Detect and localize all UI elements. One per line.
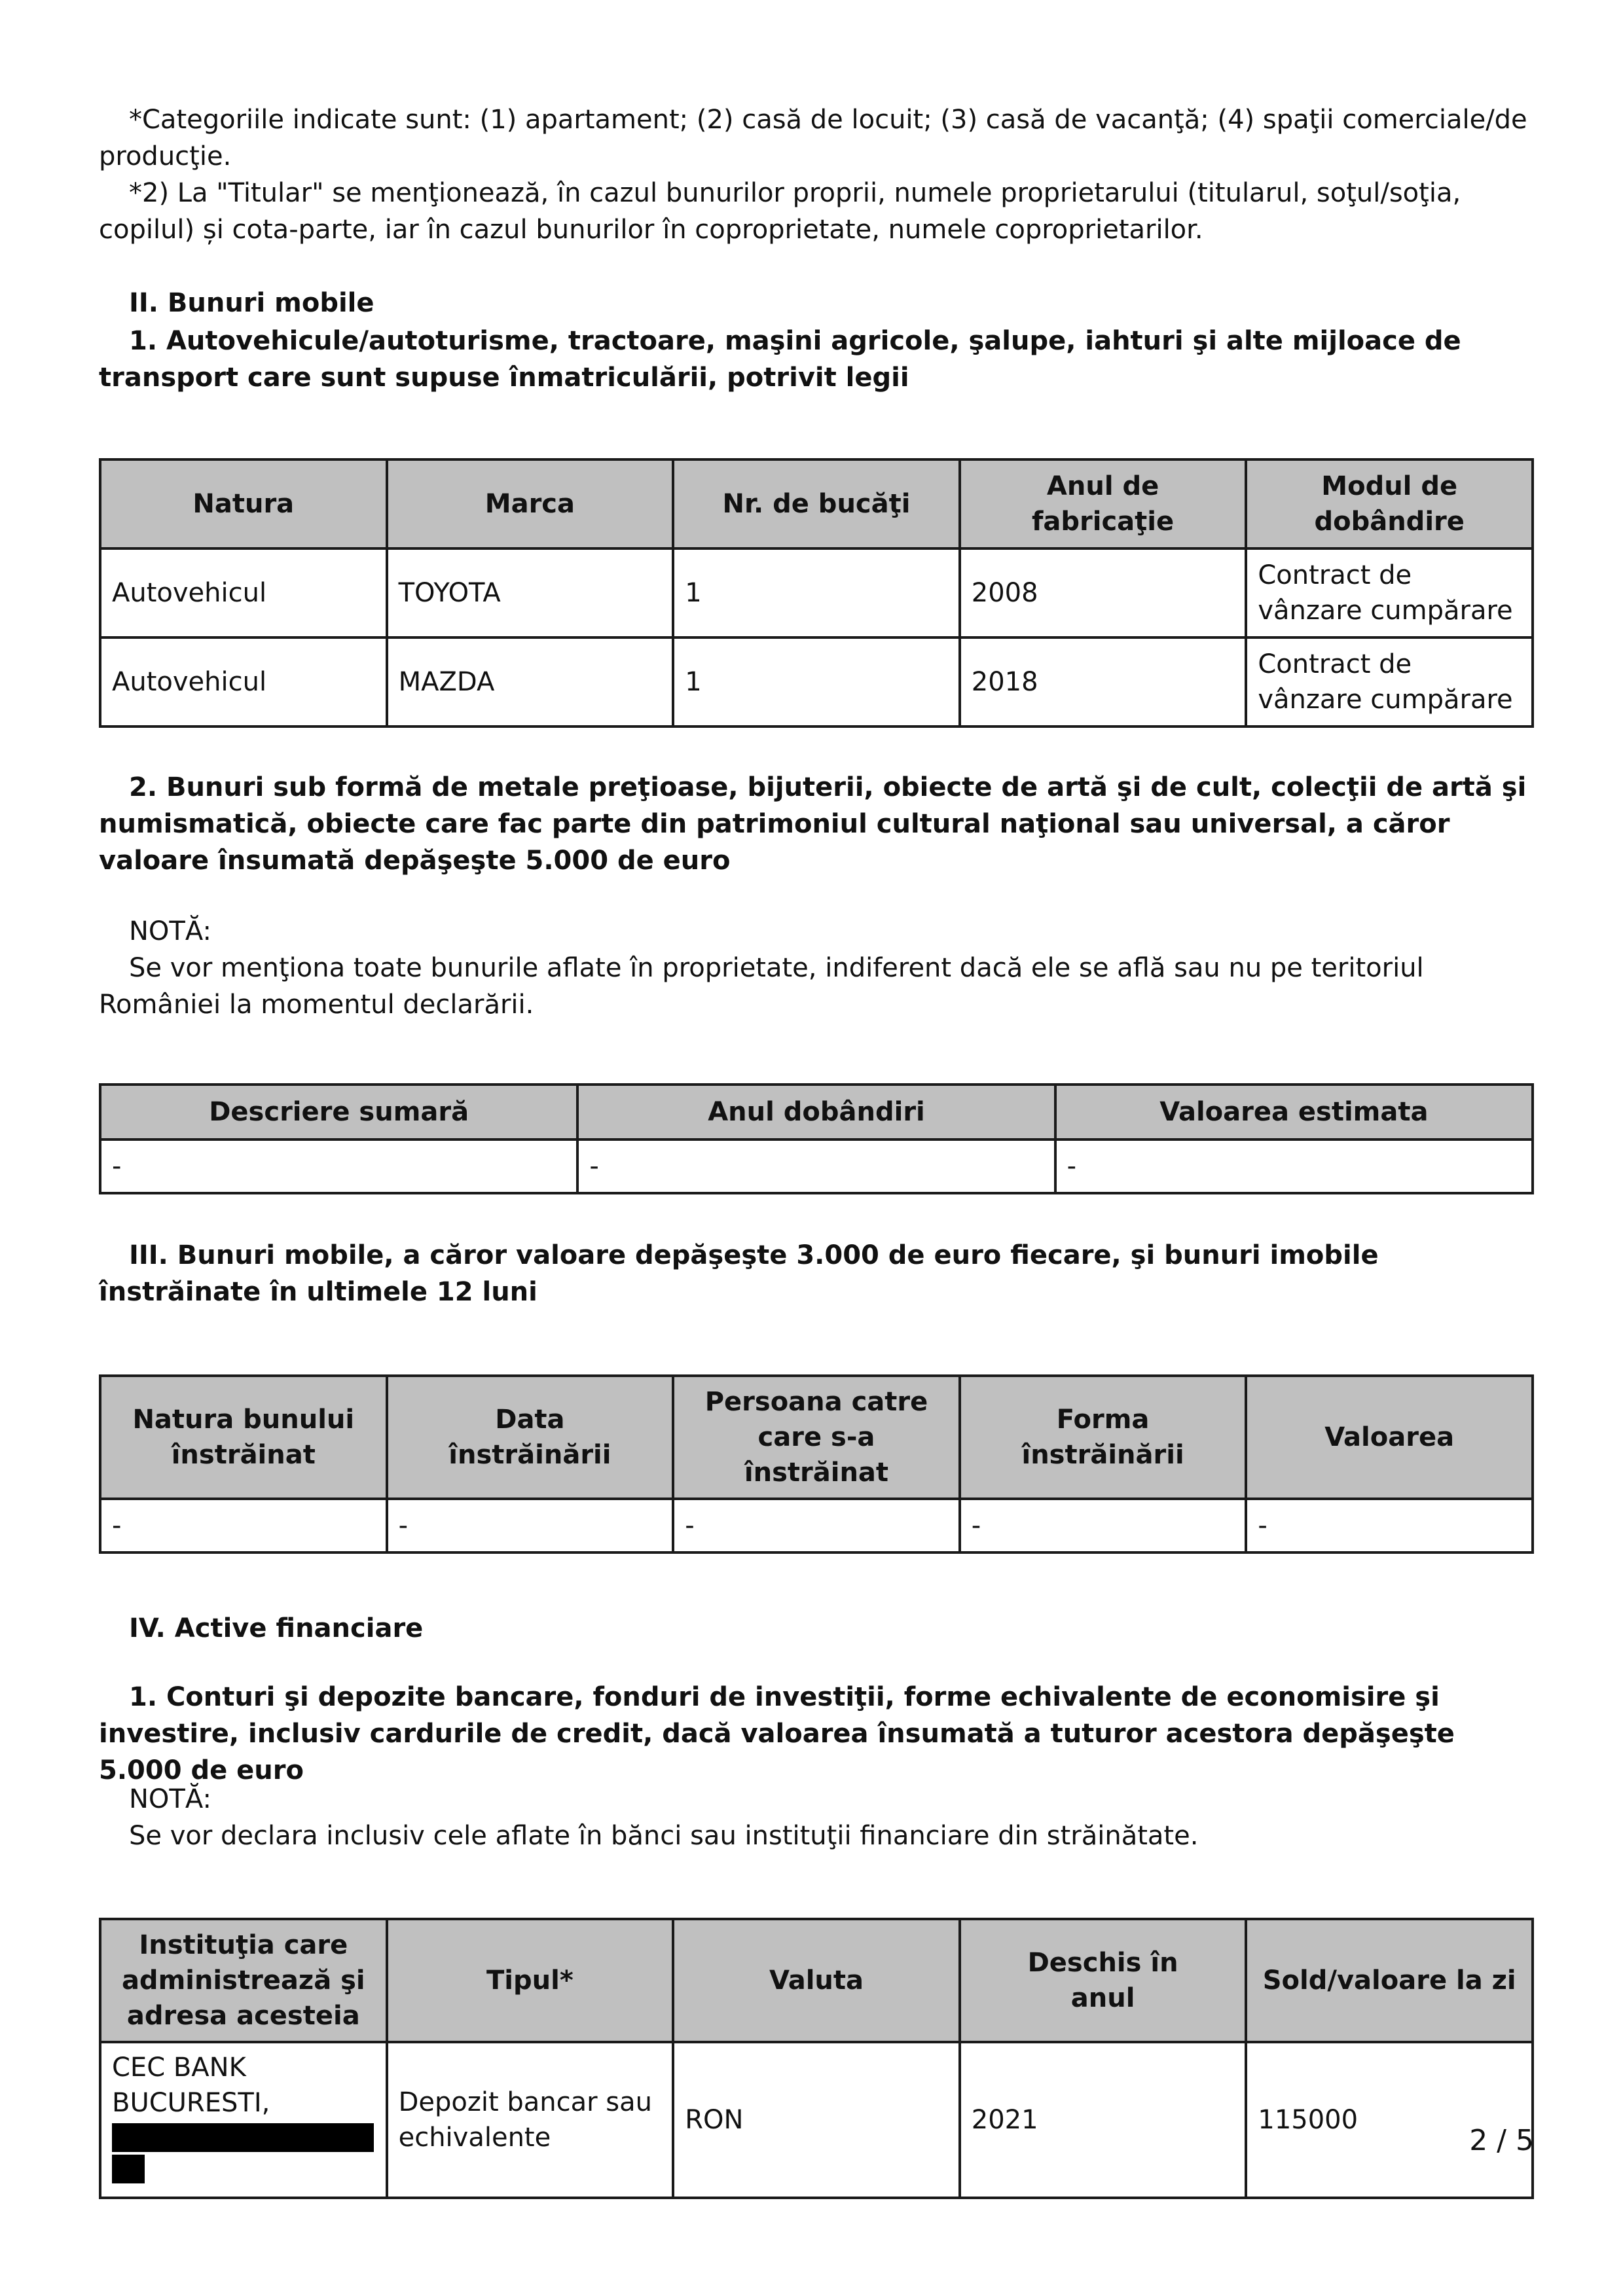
table-header: Anul de fabricaţie — [960, 459, 1247, 548]
table-cell: 2021 — [960, 2042, 1247, 2198]
table-cell: - — [577, 1139, 1055, 1193]
table-cell: - — [960, 1499, 1247, 1552]
table-cell: RON — [673, 2042, 960, 2198]
table-cell: 2018 — [960, 637, 1247, 726]
table-cell: Autovehicul — [100, 637, 387, 726]
note-label: NOTĂ: — [129, 1784, 211, 1814]
table-header: Forma înstrăinării — [960, 1376, 1247, 1499]
section-4-sub1: 1. Conturi şi depozite bancare, fonduri de investiţii, forme echivalente de economisire şi investire, inclusiv cardurile de credit, dacă valoarea însumată a tuturor acestora depăşeşte 5.000 de euro — [99, 1682, 1455, 1785]
note-label: NOTĂ: — [129, 916, 211, 946]
valuables-table — [99, 1083, 1534, 1194]
table-cell: Contract de vânzare cumpărare — [1246, 548, 1533, 637]
table-cell: - — [1055, 1139, 1533, 1193]
table-cell: - — [100, 1139, 577, 1193]
table-cell: Depozit bancar sau echivalente — [387, 2042, 674, 2198]
section-2-sub1: 1. Autovehicule/autoturisme, tractoare, maşini agricole, şalupe, iahturi şi alte mijloace de transport care sunt supuse înmatriculării, potrivit legii — [99, 326, 1461, 393]
table-header: Data înstrăinării — [387, 1376, 674, 1499]
table-cell: Contract de vânzare cumpărare — [1246, 637, 1533, 726]
footnote-categories: *Categoriile indicate sunt: (1) apartament; (2) casă de locuit; (3) casă de vacanţă; (4) spaţii comerciale/de producţie. — [99, 105, 1527, 171]
table-header: Descriere sumară — [100, 1085, 577, 1139]
table-header: Nr. de bucăţi — [673, 459, 960, 548]
table-cell: 2008 — [960, 548, 1247, 637]
table-header: Tipul* — [387, 1919, 674, 2042]
alienated-assets-table — [99, 1374, 1534, 1554]
table-header: Modul de dobândire — [1246, 459, 1533, 548]
table-cell: 115000 — [1246, 2042, 1533, 2198]
table-header: Valoarea estimata — [1055, 1085, 1533, 1139]
table-cell: 1 — [673, 637, 960, 726]
table-header: Valoarea — [1246, 1376, 1533, 1499]
redaction-bar — [112, 2123, 374, 2152]
note-text: Se vor menţiona toate bunurile aflate în proprietate, indiferent dacă ele se află sau nu pe teritoriul României la momentul declarării. — [99, 953, 1424, 1020]
table-cell: - — [673, 1499, 960, 1552]
redaction-bar — [112, 2155, 145, 2183]
table-header: Anul dobândiri — [577, 1085, 1055, 1139]
table-cell: - — [1246, 1499, 1533, 1552]
table-row — [100, 2042, 1533, 2198]
footnotes — [99, 101, 1534, 248]
table-cell: Autovehicul — [100, 548, 387, 637]
table-row — [100, 1139, 1533, 1193]
table-header: Marca — [387, 459, 674, 548]
table-header: Natura bunului înstrăinat — [100, 1376, 387, 1499]
section-4-heading: IV. Active financiare — [129, 1613, 424, 1643]
institution-name: CEC BANK BUCURESTI, — [112, 2053, 270, 2118]
table-header: Persoana catre care s-a înstrăinat — [673, 1376, 960, 1499]
table-header: Valuta — [673, 1919, 960, 2042]
section-3-heading: III. Bunuri mobile, a căror valoare depăşeşte 3.000 de euro fiecare, şi bunuri imobile înstrăinate în ultimele 12 luni — [99, 1240, 1379, 1307]
institution-cell — [100, 2042, 387, 2198]
table-cell: MAZDA — [387, 637, 674, 726]
table-cell: - — [387, 1499, 674, 1552]
table-header: Instituţia care administrează şi adresa acesteia — [100, 1919, 387, 2042]
section-2-sub2: 2. Bunuri sub formă de metale preţioase, bijuterii, obiecte de artă şi de cult, colecţii de artă şi numismatică, obiecte care fac parte din patrimoniul cultural naţional sau universal, a căror valoare însumată depăşeşte 5.000 de euro — [99, 772, 1527, 876]
vehicles-table — [99, 458, 1534, 728]
table-row — [100, 1499, 1533, 1552]
note-text: Se vor declara inclusiv cele aflate în bănci sau instituţii financiare din străinătate. — [129, 1821, 1199, 1851]
page-number: 2 / 5 — [1469, 2124, 1534, 2157]
table-header: Natura — [100, 459, 387, 548]
table-cell: 1 — [673, 548, 960, 637]
table-row — [100, 637, 1533, 726]
section-2-heading: II. Bunuri mobile — [129, 288, 374, 318]
table-cell: - — [100, 1499, 387, 1552]
bank-accounts-table — [99, 1918, 1534, 2199]
footnote-titular: *2) La "Titular" se menţionează, în cazul bunurilor proprii, numele proprietarului (titularul, soţul/soţia, copilul) și cota-parte, iar în cazul bunurilor în coproprietate, numele coproprietarilor. — [99, 178, 1461, 245]
table-cell: TOYOTA — [387, 548, 674, 637]
table-row — [100, 548, 1533, 637]
table-header: Sold/valoare la zi — [1246, 1919, 1533, 2042]
table-header: Deschis în anul — [960, 1919, 1247, 2042]
